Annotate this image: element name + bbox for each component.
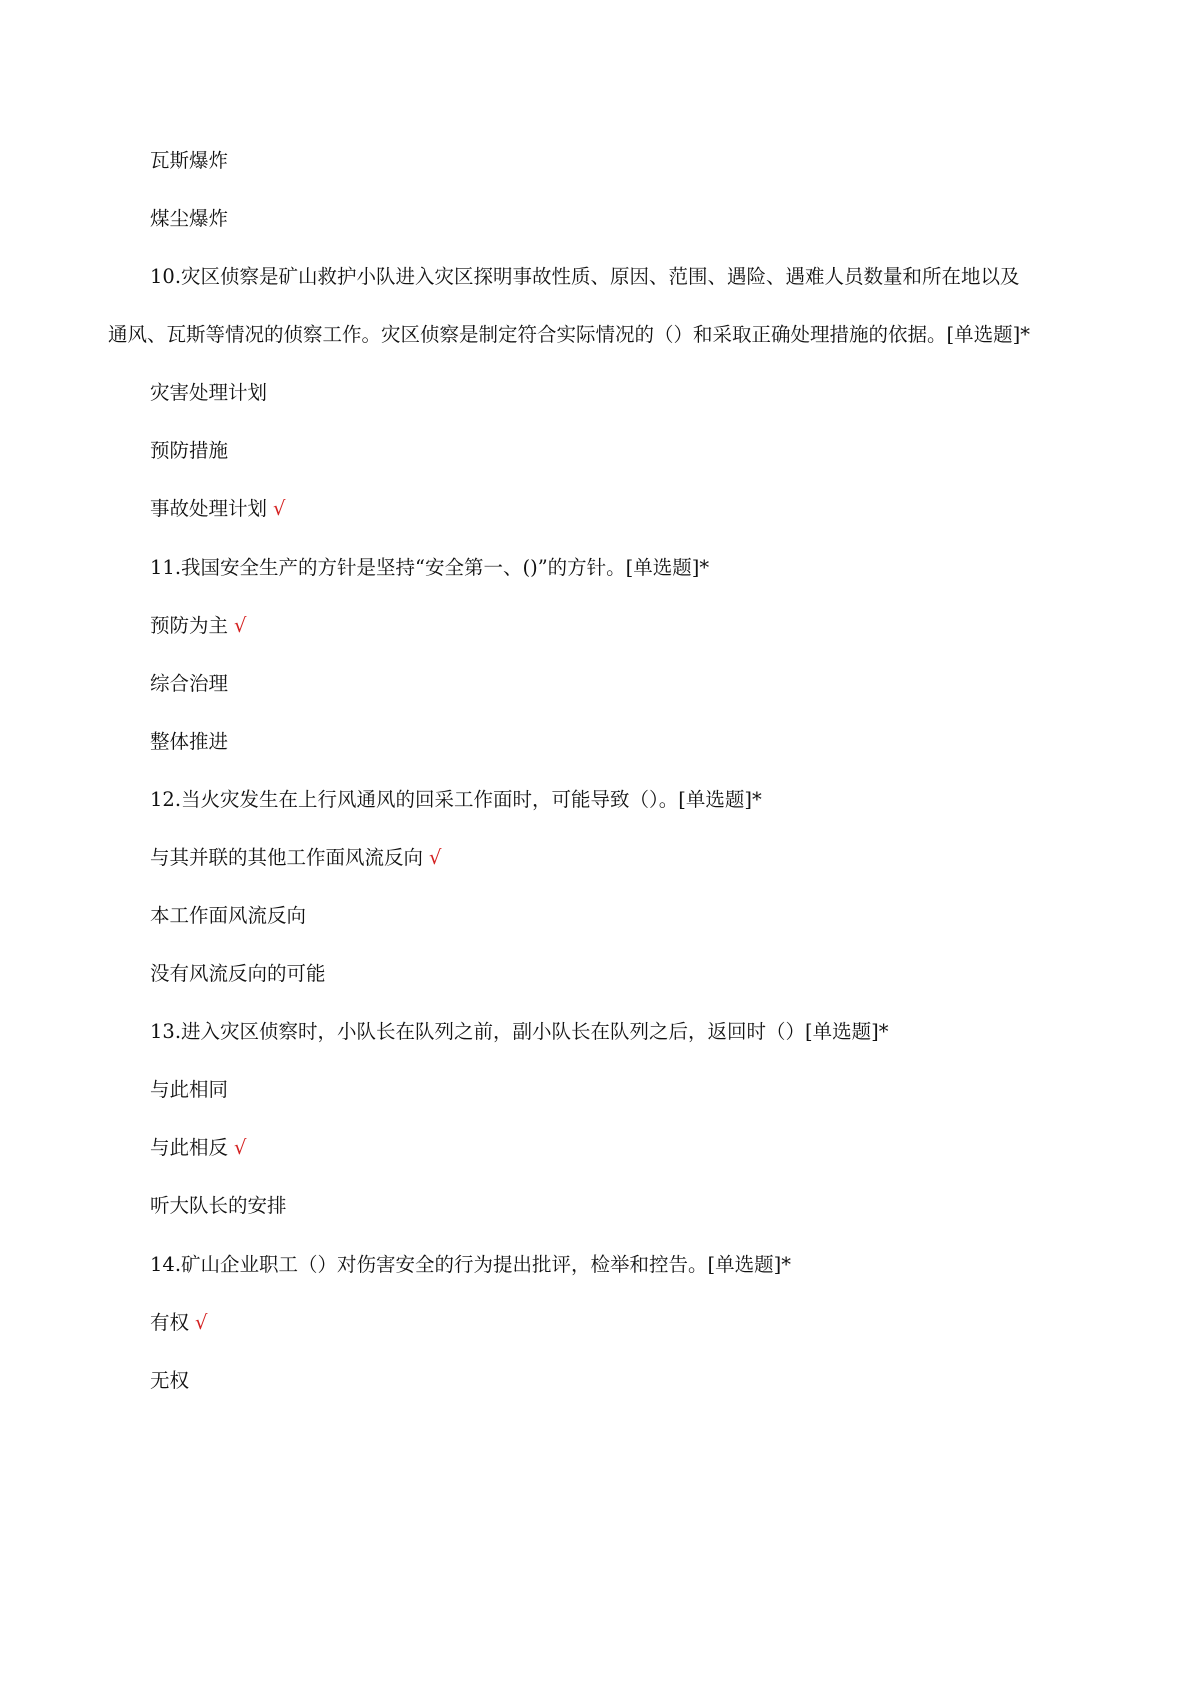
option-correct	[150, 1311, 207, 1335]
option-correct	[150, 1136, 246, 1160]
check-mark-icon: √	[234, 1136, 247, 1159]
option-correct	[150, 497, 285, 521]
option-text: 事故处理计划	[150, 497, 268, 520]
option-text: 没有风流反向的可能	[150, 962, 326, 985]
option-text: 综合治理	[150, 672, 229, 695]
option-text: 与此相同	[150, 1078, 229, 1101]
option-text: 瓦斯爆炸	[150, 149, 229, 172]
option-text: 预防措施	[150, 439, 229, 462]
question-11-text: 11.我国安全生产的方针是坚持“安全第一、()”的方针。[单选题]*	[150, 556, 710, 579]
option-text: 有权	[150, 1311, 190, 1334]
option-text: 灾害处理计划	[150, 381, 268, 404]
question-14-text: 14.矿山企业职工（）对伤害安全的行为提出批评，检举和控告。[单选题]*	[150, 1253, 791, 1276]
option-text: 本工作面风流反向	[150, 904, 307, 927]
check-mark-icon: √	[429, 846, 442, 869]
option-text: 与其并联的其他工作面风流反向	[150, 846, 424, 869]
option-correct	[150, 614, 246, 638]
question-13-text: 13.进入灾区侦察时，小队长在队列之前，副小队长在队列之后，返回时（）[单选题]*	[150, 1020, 889, 1043]
option-text: 预防为主	[150, 614, 229, 637]
option-correct	[150, 846, 441, 870]
check-mark-icon: √	[273, 497, 286, 520]
question-10-text-cont: 通风、瓦斯等情况的侦察工作。灾区侦察是制定符合实际情况的（）和采取正确处理措施的依据。[单选题]*	[108, 323, 1030, 346]
check-mark-icon: √	[195, 1311, 208, 1334]
option-text: 煤尘爆炸	[150, 207, 229, 230]
check-mark-icon: √	[234, 614, 247, 637]
option-text: 与此相反	[150, 1136, 229, 1159]
question-12-text: 12.当火灾发生在上行风通风的回采工作面时，可能导致（）。[单选题]*	[150, 788, 762, 811]
option-text: 整体推进	[150, 730, 229, 753]
option-text: 听大队长的安排	[150, 1194, 287, 1217]
option-text: 无权	[150, 1369, 190, 1392]
question-10-text: 10.灾区侦察是矿山救护小队进入灾区探明事故性质、原因、范围、遇险、遇难人员数量和所在地以及	[150, 265, 1020, 288]
